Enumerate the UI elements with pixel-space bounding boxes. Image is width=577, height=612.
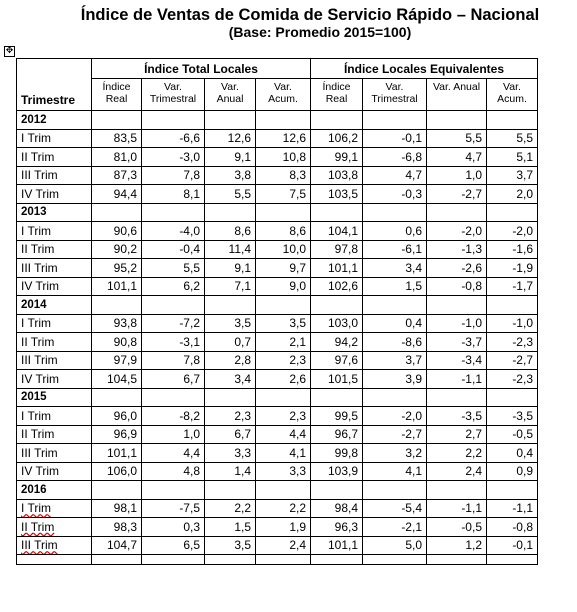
quarter-label — [17, 185, 92, 204]
value-cell: 8,1 — [142, 185, 205, 204]
value-cell: 106,0 — [92, 462, 142, 481]
value-cell: 8,6 — [256, 222, 311, 241]
quarter-label-text: III Trim — [21, 168, 58, 183]
value-cell: -0,5 — [487, 425, 538, 444]
year-empty-cell — [311, 203, 363, 222]
value-cell: 6,7 — [205, 425, 256, 444]
value-cell: 3,4 — [205, 370, 256, 389]
header-group-equivalentes: Índice Locales Equivalentes — [311, 59, 538, 79]
value-cell: 101,5 — [311, 370, 363, 389]
value-cell: 4,4 — [142, 444, 205, 463]
value-cell: 3,2 — [363, 444, 427, 463]
header-var-anual-eq: Var. Anual — [427, 79, 487, 111]
value-cell: 98,1 — [92, 499, 142, 518]
value-cell: -0,3 — [363, 185, 427, 204]
year-empty-cell — [205, 388, 256, 407]
year-empty-cell — [256, 203, 311, 222]
blank-cell — [205, 555, 256, 565]
year-empty-cell — [363, 388, 427, 407]
value-cell: 5,5 — [142, 259, 205, 278]
value-cell: 2,4 — [256, 536, 311, 555]
value-cell: 96,9 — [92, 425, 142, 444]
blank-cell — [311, 555, 363, 565]
value-cell: 2,2 — [205, 499, 256, 518]
year-empty-cell — [427, 203, 487, 222]
value-cell: -3,0 — [142, 148, 205, 167]
quarter-label — [17, 536, 92, 555]
year-empty-cell — [487, 203, 538, 222]
quarter-label — [17, 148, 92, 167]
year-empty-cell — [427, 388, 487, 407]
table-row — [17, 444, 538, 463]
table-row — [17, 333, 538, 352]
value-cell: 5,0 — [363, 536, 427, 555]
year-row — [17, 481, 538, 500]
quarter-label-text: I Trim — [21, 408, 51, 423]
quarter-label — [17, 462, 92, 481]
quarter-label-text: III Trim — [21, 445, 58, 460]
value-cell: 10,8 — [256, 148, 311, 167]
value-cell: 1,0 — [142, 425, 205, 444]
value-cell: -6,6 — [142, 129, 205, 148]
quarter-label — [17, 222, 92, 241]
table-row — [17, 240, 538, 259]
value-cell: -5,4 — [363, 499, 427, 518]
header-trimestre: Trimestre — [17, 59, 92, 111]
year-empty-cell — [487, 481, 538, 500]
year-empty-cell — [256, 296, 311, 315]
value-cell: 83,5 — [92, 129, 142, 148]
value-cell: 3,3 — [256, 462, 311, 481]
quarter-label-text: III Trim — [21, 538, 58, 553]
value-cell: 104,1 — [311, 222, 363, 241]
value-cell: 4,7 — [427, 148, 487, 167]
value-cell: 3,7 — [363, 351, 427, 370]
value-cell: 2,2 — [427, 444, 487, 463]
year-empty-cell — [142, 388, 205, 407]
blank-cell — [427, 555, 487, 565]
year-label: 2012 — [17, 111, 92, 130]
value-cell: -4,0 — [142, 222, 205, 241]
value-cell: -0,5 — [427, 518, 487, 537]
value-cell: 12,6 — [205, 129, 256, 148]
value-cell: 7,5 — [256, 185, 311, 204]
value-cell: 4,8 — [142, 462, 205, 481]
value-cell: -1,0 — [487, 314, 538, 333]
value-cell: -2,0 — [363, 407, 427, 426]
value-cell: -1,6 — [487, 240, 538, 259]
year-empty-cell — [205, 203, 256, 222]
value-cell: 3,7 — [487, 166, 538, 185]
quarter-label-text: II Trim — [21, 334, 55, 349]
value-cell: 94,4 — [92, 185, 142, 204]
year-empty-cell — [256, 388, 311, 407]
header-var-acum: Var. Acum. — [256, 79, 311, 111]
value-cell: 5,5 — [427, 129, 487, 148]
year-empty-cell — [205, 481, 256, 500]
value-cell: 5,5 — [487, 129, 538, 148]
value-cell: 1,9 — [256, 518, 311, 537]
value-cell: -2,1 — [363, 518, 427, 537]
quarter-label — [17, 129, 92, 148]
value-cell: -6,1 — [363, 240, 427, 259]
value-cell: 103,5 — [311, 185, 363, 204]
value-cell: 7,8 — [142, 166, 205, 185]
value-cell: 3,4 — [363, 259, 427, 278]
year-empty-cell — [205, 111, 256, 130]
table-row — [17, 351, 538, 370]
year-empty-cell — [142, 203, 205, 222]
year-empty-cell — [256, 111, 311, 130]
table-row — [17, 425, 538, 444]
value-cell: 1,4 — [205, 462, 256, 481]
page-title: Índice de Ventas de Comida de Servicio Rápido – Nacional — [80, 6, 540, 24]
year-empty-cell — [92, 111, 142, 130]
quarter-label — [17, 351, 92, 370]
year-row — [17, 296, 538, 315]
value-cell: -0,1 — [363, 129, 427, 148]
value-cell: 9,7 — [256, 259, 311, 278]
value-cell: 96,0 — [92, 407, 142, 426]
value-cell: 2,6 — [256, 370, 311, 389]
table-row — [17, 166, 538, 185]
quarter-label — [17, 259, 92, 278]
value-cell: 1,5 — [205, 518, 256, 537]
year-empty-cell — [363, 111, 427, 130]
value-cell: -7,2 — [142, 314, 205, 333]
value-cell: 1,0 — [427, 166, 487, 185]
header-var-trimestral-eq: Var. Trimestral — [363, 79, 427, 111]
quarter-label-text: IV Trim — [21, 464, 59, 479]
value-cell: 3,5 — [256, 314, 311, 333]
table-row — [17, 259, 538, 278]
year-empty-cell — [487, 388, 538, 407]
header-var-acum-eq: Var. Acum. — [487, 79, 538, 111]
value-cell: 3,5 — [205, 536, 256, 555]
table-row — [17, 222, 538, 241]
value-cell: 90,2 — [92, 240, 142, 259]
value-cell: 81,0 — [92, 148, 142, 167]
year-empty-cell — [311, 111, 363, 130]
quarter-label-text: II Trim — [21, 519, 55, 534]
quarter-label — [17, 425, 92, 444]
value-cell: 2,2 — [256, 499, 311, 518]
value-cell: 5,1 — [487, 148, 538, 167]
value-cell: 2,7 — [427, 425, 487, 444]
table-row — [17, 407, 538, 426]
year-empty-cell — [311, 481, 363, 500]
value-cell: 97,6 — [311, 351, 363, 370]
table-row — [17, 499, 538, 518]
value-cell: -3,7 — [427, 333, 487, 352]
quarter-label — [17, 333, 92, 352]
value-cell: -2,3 — [487, 333, 538, 352]
value-cell: 101,1 — [92, 444, 142, 463]
value-cell: 94,2 — [311, 333, 363, 352]
value-cell: -3,5 — [427, 407, 487, 426]
value-cell: 103,8 — [311, 166, 363, 185]
year-empty-cell — [487, 111, 538, 130]
value-cell: 12,6 — [256, 129, 311, 148]
value-cell: 90,8 — [92, 333, 142, 352]
value-cell: 98,4 — [311, 499, 363, 518]
value-cell: 4,4 — [256, 425, 311, 444]
value-cell: 11,4 — [205, 240, 256, 259]
value-cell: 1,5 — [363, 277, 427, 296]
value-cell: 2,3 — [256, 351, 311, 370]
header-indice-real-eq: Índice Real — [311, 79, 363, 111]
value-cell: 4,1 — [256, 444, 311, 463]
quarter-label-text: II Trim — [21, 427, 55, 442]
quarter-label-text: IV Trim — [21, 371, 59, 386]
value-cell: 8,3 — [256, 166, 311, 185]
value-cell: -1,0 — [427, 314, 487, 333]
table-row — [17, 129, 538, 148]
value-cell: 0,7 — [205, 333, 256, 352]
value-cell: 9,0 — [256, 277, 311, 296]
quarter-label-text: III Trim — [21, 353, 58, 368]
year-empty-cell — [142, 111, 205, 130]
value-cell: -2,0 — [427, 222, 487, 241]
year-empty-cell — [363, 296, 427, 315]
sales-index-table — [16, 58, 538, 565]
year-label: 2014 — [17, 296, 92, 315]
quarter-label-text: III Trim — [21, 260, 58, 275]
value-cell: 10,0 — [256, 240, 311, 259]
value-cell: 3,9 — [363, 370, 427, 389]
year-label: 2013 — [17, 203, 92, 222]
value-cell: 7,8 — [142, 351, 205, 370]
value-cell: -8,6 — [363, 333, 427, 352]
quarter-label — [17, 499, 92, 518]
value-cell: 98,3 — [92, 518, 142, 537]
year-row — [17, 203, 538, 222]
year-empty-cell — [363, 481, 427, 500]
blank-cell — [487, 555, 538, 565]
value-cell: 101,1 — [92, 277, 142, 296]
value-cell: -0,4 — [142, 240, 205, 259]
value-cell: 99,8 — [311, 444, 363, 463]
year-empty-cell — [205, 296, 256, 315]
quarter-label-text: I Trim — [21, 223, 51, 238]
year-empty-cell — [363, 203, 427, 222]
year-empty-cell — [487, 296, 538, 315]
table-row — [17, 314, 538, 333]
blank-cell — [142, 555, 205, 565]
value-cell: 106,2 — [311, 129, 363, 148]
table-row — [17, 185, 538, 204]
quarter-label-text: II Trim — [21, 242, 55, 257]
value-cell: 97,8 — [311, 240, 363, 259]
value-cell: 4,1 — [363, 462, 427, 481]
value-cell: 102,6 — [311, 277, 363, 296]
blank-cell — [256, 555, 311, 565]
year-empty-cell — [311, 296, 363, 315]
year-empty-cell — [427, 111, 487, 130]
value-cell: 96,3 — [311, 518, 363, 537]
value-cell: -3,4 — [427, 351, 487, 370]
year-empty-cell — [92, 481, 142, 500]
quarter-label-text: II Trim — [21, 149, 55, 164]
value-cell: 95,2 — [92, 259, 142, 278]
value-cell: -1,1 — [427, 370, 487, 389]
value-cell: -2,3 — [487, 370, 538, 389]
value-cell: 99,5 — [311, 407, 363, 426]
value-cell: -0,1 — [487, 536, 538, 555]
quarter-label-text: IV Trim — [21, 279, 59, 294]
year-empty-cell — [256, 481, 311, 500]
move-handle-icon[interactable]: ✥ — [5, 46, 14, 56]
value-cell: 97,9 — [92, 351, 142, 370]
value-cell: 1,2 — [427, 536, 487, 555]
value-cell: 2,4 — [427, 462, 487, 481]
value-cell: 6,7 — [142, 370, 205, 389]
table-row — [17, 277, 538, 296]
value-cell: -1,1 — [427, 499, 487, 518]
value-cell: 6,5 — [142, 536, 205, 555]
value-cell: -0,8 — [487, 518, 538, 537]
year-row — [17, 388, 538, 407]
value-cell: 9,1 — [205, 148, 256, 167]
value-cell: -1,9 — [487, 259, 538, 278]
value-cell: -2,0 — [487, 222, 538, 241]
year-empty-cell — [427, 481, 487, 500]
value-cell: -6,8 — [363, 148, 427, 167]
value-cell: 103,0 — [311, 314, 363, 333]
year-empty-cell — [142, 481, 205, 500]
page-subtitle: (Base: Promedio 2015=100) — [228, 24, 412, 40]
value-cell: 3,8 — [205, 166, 256, 185]
value-cell: 5,5 — [205, 185, 256, 204]
value-cell: 9,1 — [205, 259, 256, 278]
quarter-label-text: I Trim — [21, 316, 51, 331]
value-cell: 6,2 — [142, 277, 205, 296]
value-cell: -2,7 — [487, 351, 538, 370]
year-empty-cell — [142, 296, 205, 315]
blank-cell — [363, 555, 427, 565]
value-cell: -2,7 — [363, 425, 427, 444]
table-row — [17, 148, 538, 167]
year-empty-cell — [92, 296, 142, 315]
quarter-label-text: I Trim — [21, 131, 51, 146]
year-row — [17, 111, 538, 130]
year-empty-cell — [92, 388, 142, 407]
year-empty-cell — [92, 203, 142, 222]
value-cell: 96,7 — [311, 425, 363, 444]
quarter-label — [17, 277, 92, 296]
value-cell: -7,5 — [142, 499, 205, 518]
value-cell: 2,0 — [487, 185, 538, 204]
value-cell: 101,1 — [311, 259, 363, 278]
table-row — [17, 518, 538, 537]
year-label: 2015 — [17, 388, 92, 407]
year-empty-cell — [311, 388, 363, 407]
table-row — [17, 536, 538, 555]
quarter-label — [17, 407, 92, 426]
value-cell: 101,1 — [311, 536, 363, 555]
value-cell: 87,3 — [92, 166, 142, 185]
value-cell: 0,4 — [363, 314, 427, 333]
value-cell: 7,1 — [205, 277, 256, 296]
quarter-label-text: IV Trim — [21, 186, 59, 201]
value-cell: -8,2 — [142, 407, 205, 426]
blank-cell — [17, 555, 92, 565]
value-cell: -1,3 — [427, 240, 487, 259]
value-cell: 93,8 — [92, 314, 142, 333]
year-label: 2016 — [17, 481, 92, 500]
value-cell: 2,8 — [205, 351, 256, 370]
quarter-label — [17, 444, 92, 463]
value-cell: 90,6 — [92, 222, 142, 241]
quarter-label — [17, 370, 92, 389]
value-cell: -3,5 — [487, 407, 538, 426]
quarter-label — [17, 314, 92, 333]
value-cell: 2,1 — [256, 333, 311, 352]
year-empty-cell — [427, 296, 487, 315]
value-cell: 0,3 — [142, 518, 205, 537]
value-cell: 0,9 — [487, 462, 538, 481]
quarter-label — [17, 518, 92, 537]
value-cell: 0,6 — [363, 222, 427, 241]
blank-cell — [92, 555, 142, 565]
value-cell: 0,4 — [487, 444, 538, 463]
quarter-label — [17, 240, 92, 259]
value-cell: -2,6 — [427, 259, 487, 278]
value-cell: 8,6 — [205, 222, 256, 241]
header-var-trimestral: Var. Trimestral — [142, 79, 205, 111]
value-cell: -1,7 — [487, 277, 538, 296]
blank-row — [17, 555, 538, 565]
value-cell: 4,7 — [363, 166, 427, 185]
value-cell: 104,7 — [92, 536, 142, 555]
header-indice-real: Índice Real — [92, 79, 142, 111]
value-cell: 99,1 — [311, 148, 363, 167]
value-cell: 103,9 — [311, 462, 363, 481]
value-cell: 104,5 — [92, 370, 142, 389]
value-cell: 3,5 — [205, 314, 256, 333]
header-group-total: Índice Total Locales — [92, 59, 311, 79]
quarter-label-text: I Trim — [21, 501, 51, 516]
header-var-anual: Var. Anual — [205, 79, 256, 111]
table-row — [17, 370, 538, 389]
value-cell: -1,1 — [487, 499, 538, 518]
value-cell: -0,8 — [427, 277, 487, 296]
table-row — [17, 462, 538, 481]
value-cell: 2,3 — [256, 407, 311, 426]
value-cell: 3,3 — [205, 444, 256, 463]
value-cell: 2,3 — [205, 407, 256, 426]
value-cell: -2,7 — [427, 185, 487, 204]
quarter-label — [17, 166, 92, 185]
value-cell: -3,1 — [142, 333, 205, 352]
